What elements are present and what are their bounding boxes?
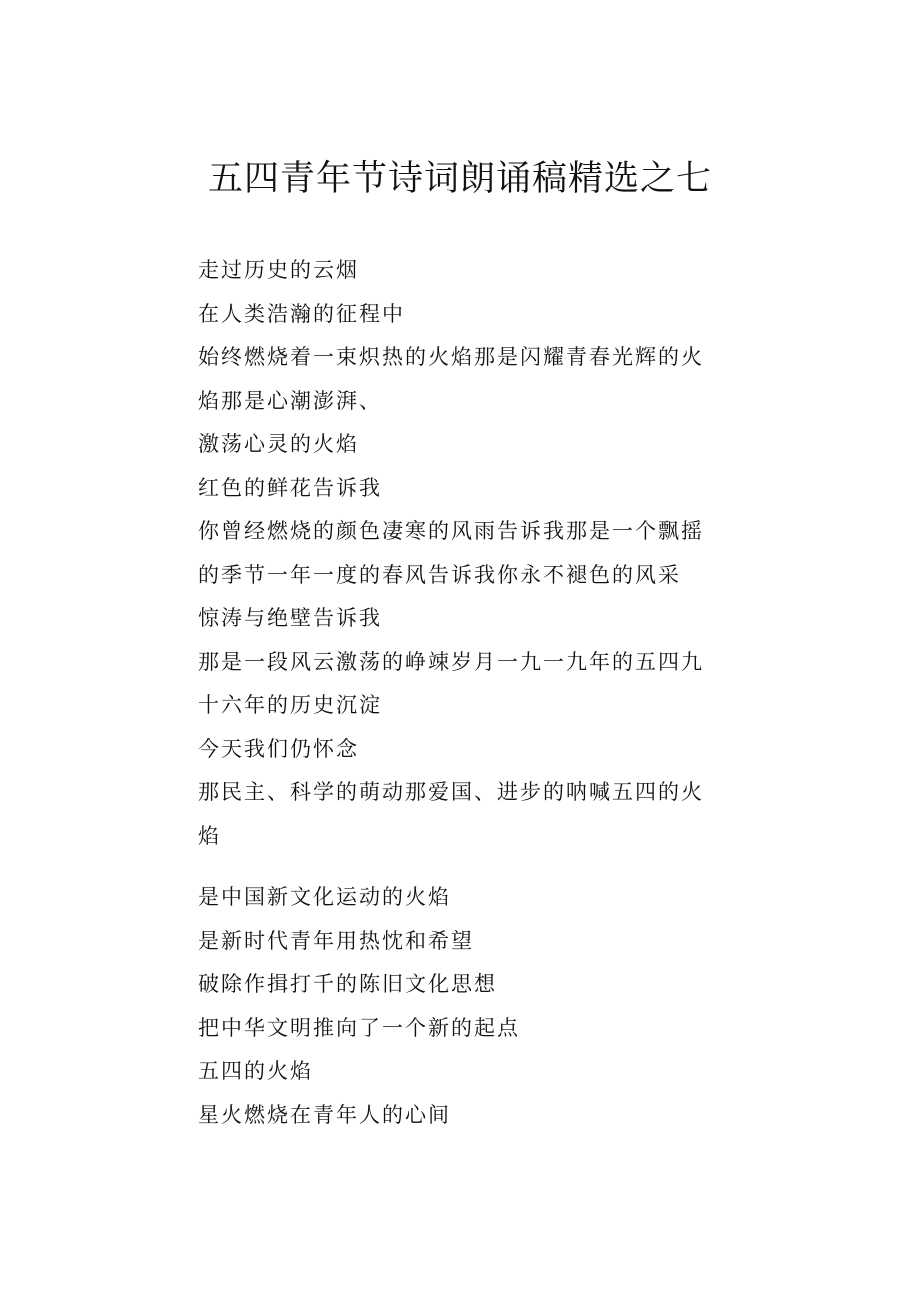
poem-line: 你曾经燃烧的颜色凄寒的风雨告诉我那是一个飘摇 <box>198 519 704 543</box>
poem-line: 把中华文明推向了一个新的起点 <box>198 1015 520 1040</box>
poem-line: 惊涛与绝壁告诉我 <box>198 606 382 630</box>
poem-line: 破除作揖打千的陈旧文化思想 <box>198 972 497 996</box>
poem-body <box>198 249 718 1137</box>
poem-line: 焰那是心潮澎湃、 <box>198 388 382 413</box>
poem-line: 的季节一年一度的春风告诉我你永不褪色的风采 <box>198 562 681 587</box>
poem-line: 走过历史的云烟 <box>198 258 359 282</box>
poem-line: 始终燃烧着一束炽热的火焰那是闪耀青春光辉的火 <box>198 345 704 369</box>
poem-line: 红色的鲜花告诉我 <box>198 475 382 500</box>
poem-line: 那民主、科学的萌动那爱国、进步的呐喊五四的火 <box>198 780 704 804</box>
poem-line: 今天我们仍怀念 <box>198 736 359 761</box>
page-title: 五四青年节诗词朗诵稿精选之七 <box>207 159 712 199</box>
poem-line: 是中国新文化运动的火焰 <box>198 885 451 909</box>
poem-line: 那是一段风云激荡的峥竦岁月一九一九年的五四九 <box>198 649 704 674</box>
poem-line: 十六年的历史沉淀 <box>198 693 382 717</box>
poem-line: 五四的火焰 <box>198 1059 313 1083</box>
poem-line: 是新时代青年用热忱和希望 <box>198 928 474 953</box>
poem-line: 激荡心灵的火焰 <box>198 432 359 456</box>
poem-line: 焰 <box>198 823 221 848</box>
poem-line: 星火燃烧在青年人的心间 <box>198 1102 451 1127</box>
poem-line: 在人类浩瀚的征程中 <box>198 301 405 326</box>
